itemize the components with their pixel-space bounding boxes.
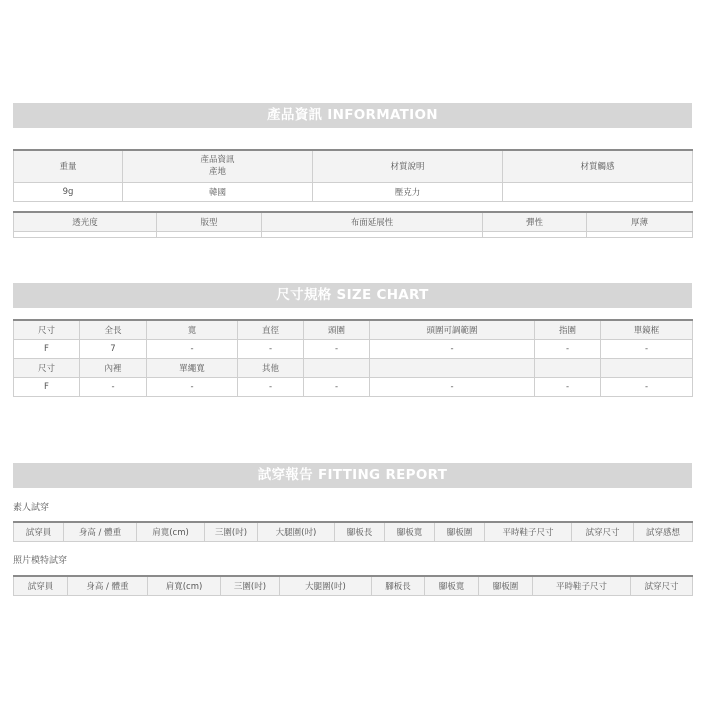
length-value: 7 <box>80 339 147 358</box>
size-value-row-1 <box>14 339 693 358</box>
head-adjust-header: 頭圍可調範圍 <box>370 320 535 339</box>
model-thigh-header: 大腿圍(吋) <box>280 576 372 595</box>
model-fitting-table <box>13 575 693 596</box>
empty-header-6 <box>370 358 535 377</box>
product-info-label: 產品資訊 <box>200 155 235 166</box>
model-fitting-label: 照片模特試穿 <box>13 556 68 566</box>
material-feel-header: 材質觸感 <box>503 150 693 182</box>
stretch-value <box>262 231 483 237</box>
strap-width-header: 單繩寬 <box>147 358 238 377</box>
amateur-fitting-label: 素人試穿 <box>13 503 50 513</box>
diameter-value: - <box>238 339 304 358</box>
extra-value-6: - <box>370 377 535 396</box>
foot-length-header: 腳板長 <box>335 522 385 541</box>
width-value: - <box>147 339 238 358</box>
elasticity-header: 彈性 <box>483 212 587 231</box>
material-feel-value <box>503 182 693 201</box>
amateur-header-row <box>14 522 693 541</box>
empty-header-7 <box>535 358 601 377</box>
fit-size-header: 試穿尺寸 <box>572 522 634 541</box>
thigh-header: 大腿圍(吋) <box>258 522 335 541</box>
tester-header: 試穿員 <box>14 522 64 541</box>
model-foot-length-header: 腳板長 <box>372 576 425 595</box>
info-value-row <box>14 182 693 201</box>
information-banner: 產品資訊 INFORMATION <box>13 103 692 128</box>
product-info-header <box>123 150 313 182</box>
fabric-header-row <box>14 212 693 231</box>
transparency-header: 透光度 <box>14 212 157 231</box>
model-height-weight-header: 身高 / 體重 <box>68 576 148 595</box>
shoulder-header: 肩寬(cm) <box>137 522 205 541</box>
thickness-header: 厚薄 <box>587 212 693 231</box>
size-value-row-2 <box>14 377 693 396</box>
model-measurements-header: 三圍(吋) <box>221 576 280 595</box>
length-header: 全長 <box>80 320 147 339</box>
size-chart-table <box>13 319 693 397</box>
model-fit-size-header: 試穿尺寸 <box>631 576 693 595</box>
finger-value: - <box>535 339 601 358</box>
foot-width-header: 腳板寬 <box>385 522 435 541</box>
fit-feedback-header: 試穿感想 <box>634 522 693 541</box>
height-weight-header: 身高 / 體重 <box>64 522 137 541</box>
size-chart-banner: 尺寸規格 SIZE CHART <box>13 283 692 308</box>
material-desc-value: 壓克力 <box>313 182 503 201</box>
fit-header: 版型 <box>157 212 262 231</box>
foot-circ-header: 腳板圍 <box>435 522 485 541</box>
amateur-fitting-table <box>13 521 693 542</box>
other-value: - <box>238 377 304 396</box>
model-shoulder-header: 肩寬(cm) <box>148 576 221 595</box>
model-foot-circ-header: 腳板圍 <box>479 576 533 595</box>
fit-value <box>157 231 262 237</box>
size-header-2: 尺寸 <box>14 358 80 377</box>
model-foot-width-header: 腳板寬 <box>425 576 479 595</box>
other-header: 其他 <box>238 358 304 377</box>
weight-header: 重量 <box>14 150 123 182</box>
origin-value: 韓國 <box>123 182 313 201</box>
transparency-value <box>14 231 157 237</box>
extra-value-8: - <box>601 377 693 396</box>
size-header: 尺寸 <box>14 320 80 339</box>
info-table-main <box>13 149 693 202</box>
lining-value: - <box>80 377 147 396</box>
head-circ-value: - <box>304 339 370 358</box>
measurements-header: 三圍(吋) <box>205 522 258 541</box>
size-header-row-1 <box>14 320 693 339</box>
empty-header-8 <box>601 358 693 377</box>
info-table-fabric <box>13 211 693 238</box>
origin-label: 產地 <box>208 167 226 178</box>
extra-value-7: - <box>535 377 601 396</box>
size-header-row-2 <box>14 358 693 377</box>
model-shoe-size-header: 平時鞋子尺寸 <box>533 576 631 595</box>
extra-value-5: - <box>304 377 370 396</box>
elasticity-value <box>483 231 587 237</box>
model-tester-header: 試穿員 <box>14 576 68 595</box>
lens-frame-header: 單鏡框 <box>601 320 693 339</box>
width-header: 寬 <box>147 320 238 339</box>
size-value-2: F <box>14 377 80 396</box>
finger-header: 指圍 <box>535 320 601 339</box>
strap-width-value: - <box>147 377 238 396</box>
thickness-value <box>587 231 693 237</box>
model-header-row <box>14 576 693 595</box>
head-circ-header: 頭圍 <box>304 320 370 339</box>
size-value: F <box>14 339 80 358</box>
info-header-row <box>14 150 693 182</box>
stretch-header: 布面延展性 <box>262 212 483 231</box>
empty-header-5 <box>304 358 370 377</box>
diameter-header: 直徑 <box>238 320 304 339</box>
lens-frame-value: - <box>601 339 693 358</box>
lining-header: 內裡 <box>80 358 147 377</box>
material-desc-header: 材質說明 <box>313 150 503 182</box>
weight-value: 9g <box>14 182 123 201</box>
shoe-size-header: 平時鞋子尺寸 <box>485 522 572 541</box>
fitting-report-banner: 試穿報告 FITTING REPORT <box>13 463 692 488</box>
fabric-value-row <box>14 231 693 237</box>
head-adjust-value: - <box>370 339 535 358</box>
